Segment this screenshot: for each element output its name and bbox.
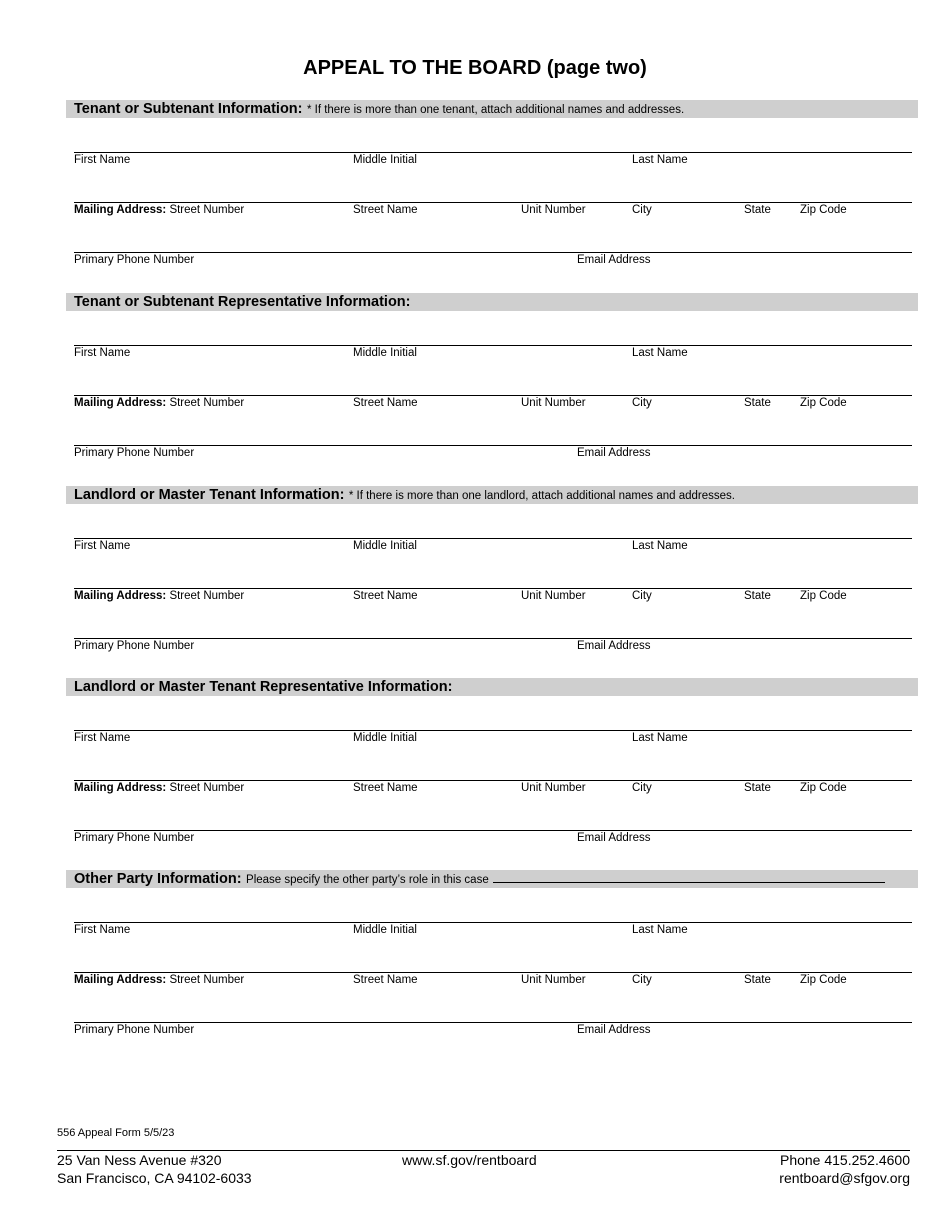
address-row[interactable] [74, 588, 912, 602]
unit-number-label: Unit Number [521, 397, 586, 409]
email-address-label: Email Address [577, 832, 651, 844]
primary-phone-label: Primary Phone Number [74, 1024, 195, 1036]
section-title: Tenant or Subtenant Information: [74, 101, 303, 117]
state-label: State [744, 397, 771, 409]
street-number-label: Street Number [169, 590, 245, 602]
section-landlord-rep [66, 678, 918, 844]
unit-number-label: Unit Number [521, 590, 586, 602]
mailing-address-label [74, 204, 244, 216]
section-note: * If there is more than one tenant, attach additional names and addresses. [306, 104, 685, 116]
unit-number-label: Unit Number [521, 782, 586, 794]
address-row[interactable] [74, 972, 912, 986]
primary-phone-label: Primary Phone Number [74, 640, 195, 652]
state-label: State [744, 590, 771, 602]
primary-phone-label: Primary Phone Number [74, 254, 195, 266]
address-row[interactable] [74, 780, 912, 794]
footer-website[interactable]: www.sf.gov/rentboard [402, 1152, 537, 1168]
section-note: * If there is more than one landlord, attach additional names and addresses. [348, 490, 735, 502]
name-row[interactable] [74, 730, 912, 744]
mailing-address-heading: Mailing Address: [74, 204, 167, 216]
contact-row[interactable] [74, 252, 912, 266]
section-title: Other Party Information: [74, 871, 242, 887]
email-address-label: Email Address [577, 254, 651, 266]
mailing-address-heading: Mailing Address: [74, 397, 167, 409]
form-code: 556 Appeal Form 5/5/23 [57, 1127, 175, 1139]
state-label: State [744, 204, 771, 216]
section-header [66, 870, 918, 888]
section-header [66, 486, 918, 504]
unit-number-label: Unit Number [521, 204, 586, 216]
name-row[interactable] [74, 922, 912, 936]
first-name-label: First Name [74, 540, 131, 552]
zip-code-label: Zip Code [800, 204, 847, 216]
mailing-address-heading: Mailing Address: [74, 590, 167, 602]
city-label: City [632, 397, 652, 409]
last-name-label: Last Name [632, 732, 688, 744]
street-number-label: Street Number [169, 974, 245, 986]
section-header [66, 678, 918, 696]
mailing-address-label [74, 782, 244, 794]
middle-initial-label: Middle Initial [353, 924, 417, 936]
city-label: City [632, 782, 652, 794]
street-name-label: Street Name [353, 974, 418, 986]
mailing-address-label [74, 974, 244, 986]
state-label: State [744, 974, 771, 986]
first-name-label: First Name [74, 732, 131, 744]
mailing-address-label [74, 397, 244, 409]
last-name-label: Last Name [632, 540, 688, 552]
first-name-label: First Name [74, 924, 131, 936]
mailing-address-label [74, 590, 244, 602]
middle-initial-label: Middle Initial [353, 732, 417, 744]
middle-initial-label: Middle Initial [353, 347, 417, 359]
primary-phone-label: Primary Phone Number [74, 447, 195, 459]
name-row[interactable] [74, 538, 912, 552]
zip-code-label: Zip Code [800, 782, 847, 794]
last-name-label: Last Name [632, 347, 688, 359]
section-tenant-rep [66, 293, 918, 459]
address-line-2: San Francisco, CA 94102-6033 [57, 1170, 252, 1186]
name-row[interactable] [74, 152, 912, 166]
section-header [66, 293, 918, 311]
street-name-label: Street Name [353, 590, 418, 602]
email-address-label: Email Address [577, 447, 651, 459]
party-role-input[interactable] [493, 870, 885, 883]
footer-contact [779, 1151, 910, 1187]
contact-row[interactable] [74, 1022, 912, 1036]
zip-code-label: Zip Code [800, 974, 847, 986]
contact-row[interactable] [74, 830, 912, 844]
footer-email[interactable]: rentboard@sfgov.org [779, 1170, 910, 1186]
city-label: City [632, 974, 652, 986]
mailing-address-heading: Mailing Address: [74, 974, 167, 986]
street-number-label: Street Number [169, 204, 245, 216]
page-title: APPEAL TO THE BOARD (page two) [303, 57, 647, 79]
state-label: State [744, 782, 771, 794]
email-address-label: Email Address [577, 1024, 651, 1036]
contact-row[interactable] [74, 445, 912, 459]
section-title: Landlord or Master Tenant Representative Information: [74, 679, 453, 695]
section-other-party [66, 870, 918, 1036]
section-note: Please specify the other party’s role in this case [246, 874, 489, 886]
email-address-label: Email Address [577, 640, 651, 652]
mailing-address-heading: Mailing Address: [74, 782, 167, 794]
address-row[interactable] [74, 395, 912, 409]
middle-initial-label: Middle Initial [353, 154, 417, 166]
footer-phone: Phone 415.252.4600 [779, 1152, 910, 1168]
zip-code-label: Zip Code [800, 397, 847, 409]
first-name-label: First Name [74, 154, 131, 166]
middle-initial-label: Middle Initial [353, 540, 417, 552]
section-header [66, 100, 918, 118]
first-name-label: First Name [74, 347, 131, 359]
street-number-label: Street Number [169, 782, 245, 794]
section-title: Landlord or Master Tenant Information: [74, 487, 345, 503]
zip-code-label: Zip Code [800, 590, 847, 602]
city-label: City [632, 204, 652, 216]
street-name-label: Street Name [353, 782, 418, 794]
section-title: Tenant or Subtenant Representative Information: [74, 294, 411, 310]
contact-row[interactable] [74, 638, 912, 652]
section-landlord [66, 486, 918, 652]
last-name-label: Last Name [632, 154, 688, 166]
unit-number-label: Unit Number [521, 974, 586, 986]
street-name-label: Street Name [353, 397, 418, 409]
primary-phone-label: Primary Phone Number [74, 832, 195, 844]
street-name-label: Street Name [353, 204, 418, 216]
city-label: City [632, 590, 652, 602]
section-tenant [66, 100, 918, 266]
name-row[interactable] [74, 345, 912, 359]
footer-address [57, 1151, 252, 1187]
last-name-label: Last Name [632, 924, 688, 936]
address-row[interactable] [74, 202, 912, 216]
street-number-label: Street Number [169, 397, 245, 409]
address-line-1: 25 Van Ness Avenue #320 [57, 1152, 222, 1168]
